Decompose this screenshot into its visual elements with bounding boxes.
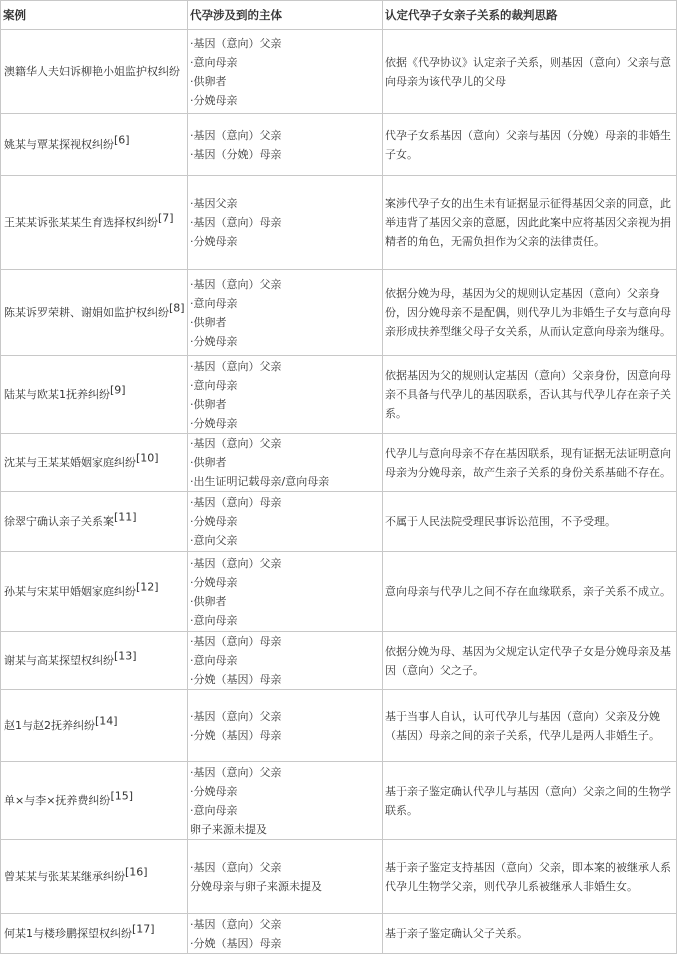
reasoning-text: 依据分娩为母、基因为父规定认定代孕子女是分娩母亲及基因（意向）父之子。 xyxy=(385,644,671,677)
reasoning-text: 基于亲子鉴定确认代孕儿与基因（意向）父亲之间的生物学联系。 xyxy=(385,784,671,817)
case-name: 陆某与欧某1抚养纠纷 xyxy=(4,388,110,401)
subject-item: ·基因（意向）父亲 xyxy=(190,556,282,570)
subjects-cell xyxy=(188,552,383,632)
subject-item: ·分娩母亲 xyxy=(190,416,238,430)
subject-item: ·供卵者 xyxy=(190,594,227,608)
reasoning-text: 基于亲子鉴定支持基因（意向）父亲，即本案的被继承人系代孕儿生物学父亲，则代孕儿系被继承人非婚生女。 xyxy=(385,860,671,893)
table-row xyxy=(1,176,677,270)
subject-item: ·供卵者 xyxy=(190,74,227,88)
case-name: 姚某与覃某探视权纠纷 xyxy=(4,138,114,151)
subject-item: ·基因父亲 xyxy=(190,197,238,210)
header-row xyxy=(1,1,677,30)
subjects-cell xyxy=(188,914,383,954)
subject-item: ·意向母亲 xyxy=(190,378,238,392)
subject-item: ·分娩母亲 xyxy=(190,575,238,589)
subject-item: 分娩母亲与卵子来源未提及 xyxy=(190,879,322,893)
subjects-cell xyxy=(188,492,383,552)
subject-item: ·分娩母亲 xyxy=(190,235,238,248)
citation-ref: [14] xyxy=(95,714,118,728)
reasoning-text: 依据《代孕协议》认定亲子关系，则基因（意向）父亲与意向母亲为该代孕儿的父母 xyxy=(385,55,671,88)
reasoning-cell xyxy=(383,434,677,492)
reasoning-cell xyxy=(383,176,677,270)
case-name: 陈某诉罗荣耕、谢娟如监护权纠纷 xyxy=(4,306,169,319)
case-name-cell xyxy=(1,840,188,914)
reasoning-cell xyxy=(383,356,677,434)
subjects-cell xyxy=(188,30,383,114)
subject-item: ·意向母亲 xyxy=(190,296,238,310)
case-name: 何某1与楼珍鹏探望权纠纷 xyxy=(4,927,132,940)
subject-item: ·出生证明记载母亲/意向母亲 xyxy=(190,475,330,488)
reasoning-text: 代孕儿与意向母亲不存在基因联系，现有证据无法证明意向母亲为分娩母亲，故产生亲子关系的身份关系基础不存在。 xyxy=(385,446,671,479)
subject-item: ·分娩（基因）母亲 xyxy=(190,673,282,686)
table-row xyxy=(1,690,677,762)
citation-ref: [15] xyxy=(110,789,134,803)
table-row xyxy=(1,914,677,954)
header-case: 案例 xyxy=(1,1,188,30)
subject-item: ·供卵者 xyxy=(190,315,227,329)
case-name-cell xyxy=(1,690,188,762)
subjects-cell xyxy=(188,176,383,270)
subject-item: ·供卵者 xyxy=(190,456,227,469)
case-name-cell xyxy=(1,914,188,954)
reasoning-text: 依据分娩为母，基因为父的规则认定基因（意向）父亲身份，因分娩母亲不是配偶，则代孕儿为非婚生子女与意向母亲形成扶养型继父母子女关系，从而认定意向母亲为继母。 xyxy=(385,287,671,338)
case-name-cell xyxy=(1,30,188,114)
subjects-cell xyxy=(188,114,383,176)
citation-ref: [13] xyxy=(114,649,137,663)
subject-item: ·分娩母亲 xyxy=(190,93,238,107)
case-name: 王某某诉张某某生育选择权纠纷 xyxy=(4,216,158,229)
table-row xyxy=(1,762,677,840)
table-row xyxy=(1,114,677,176)
subjects-cell xyxy=(188,356,383,434)
subjects-cell xyxy=(188,270,383,356)
reasoning-text: 基于当事人自认，认可代孕儿与基因（意向）父亲及分娩（基因）母亲之间的亲子关系，代孕儿是两人非婚生子。 xyxy=(385,709,660,742)
subject-item: ·意向母亲 xyxy=(190,55,238,69)
reasoning-text: 不属于人民法院受理民事诉讼范围，不予受理。 xyxy=(385,515,616,528)
subject-item: ·基因（意向）父亲 xyxy=(190,709,282,723)
case-name-cell xyxy=(1,356,188,434)
case-name-cell xyxy=(1,114,188,176)
subject-item: ·基因（意向）父亲 xyxy=(190,917,282,931)
subject-item: ·供卵者 xyxy=(190,397,227,411)
case-name: 徐翠宁确认亲子关系案 xyxy=(4,515,114,528)
table-row xyxy=(1,840,677,914)
case-name-cell xyxy=(1,632,188,690)
table-row xyxy=(1,492,677,552)
subjects-cell xyxy=(188,632,383,690)
case-name-cell xyxy=(1,270,188,356)
reasoning-cell xyxy=(383,762,677,840)
citation-ref: [11] xyxy=(114,510,137,524)
subject-item: ·基因（分娩）母亲 xyxy=(190,147,282,161)
table-row xyxy=(1,356,677,434)
subject-item: ·基因（意向）父亲 xyxy=(190,359,282,373)
subject-item: 卵子来源未提及 xyxy=(190,822,267,836)
reasoning-cell xyxy=(383,30,677,114)
case-name: 孙某与宋某甲婚姻家庭纠纷 xyxy=(4,585,136,598)
subject-item: ·分娩母亲 xyxy=(190,334,238,348)
citation-ref: [10] xyxy=(136,451,159,465)
subject-item: ·基因（意向）父亲 xyxy=(190,277,282,291)
subject-item: ·分娩（基因）母亲 xyxy=(190,728,282,742)
reasoning-text: 基于亲子鉴定确认父子关系。 xyxy=(385,927,528,940)
subject-item: ·意向父亲 xyxy=(190,534,238,547)
subject-item: ·基因（意向）父亲 xyxy=(190,437,282,450)
subject-item: ·意向母亲 xyxy=(190,803,238,817)
subject-item: ·基因（意向）父亲 xyxy=(190,765,282,779)
citation-ref: [12] xyxy=(136,580,159,594)
reasoning-cell xyxy=(383,552,677,632)
case-name-cell xyxy=(1,552,188,632)
reasoning-cell xyxy=(383,840,677,914)
reasoning-text: 案涉代孕子女的出生未有证据显示征得基因父亲的同意，此举违背了基因父亲的意愿，因此此案中应将基因父亲视为捐精者的角色，无需负担作为父亲的法律责任。 xyxy=(385,197,671,248)
subject-item: ·分娩母亲 xyxy=(190,515,238,528)
citation-ref: [8] xyxy=(169,301,185,315)
header-reasoning: 认定代孕子女亲子关系的裁判思路 xyxy=(383,1,677,30)
case-name-cell xyxy=(1,176,188,270)
case-name: 曾某某与张某某继承纠纷 xyxy=(4,870,125,883)
subject-item: ·意向母亲 xyxy=(190,654,238,667)
citation-ref: [17] xyxy=(132,922,155,936)
reasoning-cell xyxy=(383,690,677,762)
subject-item: ·基因（意向）父亲 xyxy=(190,36,282,50)
subjects-cell xyxy=(188,762,383,840)
subject-item: ·基因（意向）父亲 xyxy=(190,128,282,142)
reasoning-text: 依据基因为父的规则认定基因（意向）父亲身份，因意向母亲不具备与代孕儿的基因联系，否认其与代孕儿存在亲子关系。 xyxy=(385,369,671,420)
citation-ref: [7] xyxy=(158,211,174,225)
reasoning-cell xyxy=(383,114,677,176)
reasoning-cell xyxy=(383,914,677,954)
subject-item: ·基因（意向）母亲 xyxy=(190,635,282,648)
reasoning-text: 意向母亲与代孕儿之间不存在血缘联系，亲子关系不成立。 xyxy=(385,585,671,598)
subject-item: ·基因（意向）母亲 xyxy=(190,496,282,509)
subject-item: ·意向母亲 xyxy=(190,613,238,627)
case-name: 沈某与王某某婚姻家庭纠纷 xyxy=(4,456,136,469)
case-name: 澳籍华人夫妇诉柳艳小姐监护权纠纷 xyxy=(4,65,180,78)
table-row xyxy=(1,552,677,632)
table-row xyxy=(1,270,677,356)
case-name-cell xyxy=(1,492,188,552)
case-name-cell xyxy=(1,434,188,492)
header-subjects: 代孕涉及到的主体 xyxy=(188,1,383,30)
case-name: 谢某与高某探望权纠纷 xyxy=(4,654,114,667)
table-row xyxy=(1,434,677,492)
citation-ref: [6] xyxy=(114,133,130,147)
reasoning-cell xyxy=(383,632,677,690)
reasoning-cell xyxy=(383,270,677,356)
subjects-cell xyxy=(188,434,383,492)
reasoning-text: 代孕子女系基因（意向）父亲与基因（分娩）母亲的非婚生子女。 xyxy=(385,128,671,161)
subject-item: ·基因（意向）母亲 xyxy=(190,216,282,229)
subjects-cell xyxy=(188,840,383,914)
table-row xyxy=(1,632,677,690)
case-name: 单×与李×抚养费纠纷 xyxy=(4,794,111,807)
citation-ref: [16] xyxy=(125,865,148,879)
case-name-cell xyxy=(1,762,188,840)
subjects-cell xyxy=(188,690,383,762)
subject-item: ·分娩母亲 xyxy=(190,784,238,798)
table-row xyxy=(1,30,677,114)
citation-ref: [9] xyxy=(110,383,126,397)
reasoning-cell xyxy=(383,492,677,552)
case-name: 赵1与赵2抚养纠纷 xyxy=(4,719,95,732)
subject-item: ·分娩（基因）母亲 xyxy=(190,936,282,950)
subject-item: ·基因（意向）父亲 xyxy=(190,860,282,874)
